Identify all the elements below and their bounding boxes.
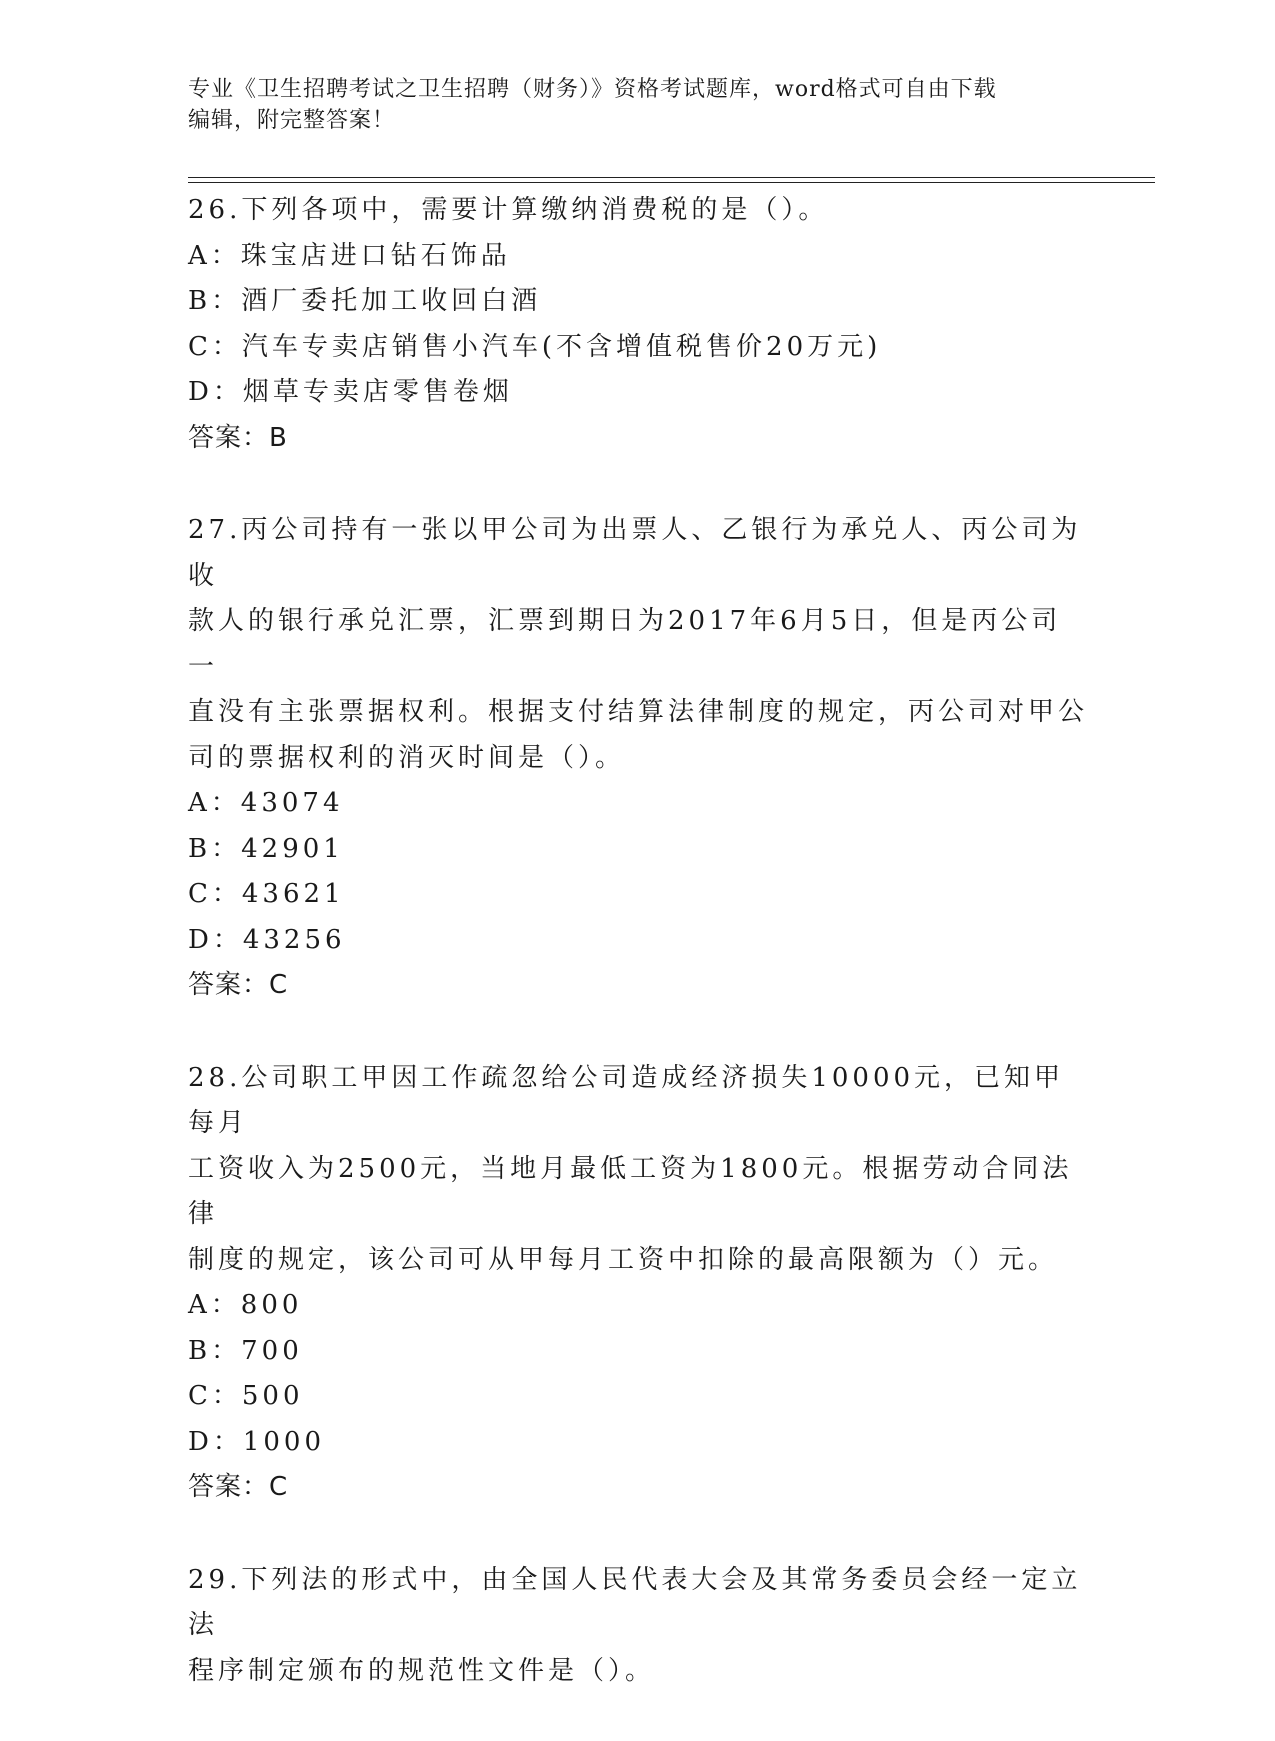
question-stem: 29.下列法的形式中，由全国人民代表大会及其常务委员会经一定立法 bbox=[188, 1564, 1082, 1640]
option-a: A：43074 bbox=[188, 788, 344, 818]
header-divider-top bbox=[188, 177, 1155, 178]
question-stem: 工资收入为2500元，当地月最低工资为1800元。根据劳动合同法律 bbox=[188, 1153, 1073, 1229]
question-27 bbox=[188, 508, 1088, 1009]
option-c: C：汽车专卖店销售小汽车(不含增值税售价20万元) bbox=[188, 331, 882, 362]
question-stem: 直没有主张票据权利。根据支付结算法律制度的规定，丙公司对甲公 bbox=[188, 697, 1089, 727]
question-29 bbox=[188, 1558, 1088, 1695]
question-stem: 28.公司职工甲因工作疏忽给公司造成经济损失10000元，已知甲每月 bbox=[188, 1062, 1065, 1138]
option-b: B：酒厂委托加工收回白酒 bbox=[188, 286, 542, 316]
question-list bbox=[188, 188, 1088, 1741]
question-28 bbox=[188, 1056, 1088, 1511]
question-stem: 司的票据权利的消灭时间是（）。 bbox=[188, 742, 626, 773]
option-a: A：珠宝店进口钻石饰品 bbox=[188, 240, 511, 271]
question-stem: 程序制定颁布的规范性文件是（）。 bbox=[188, 1655, 656, 1686]
option-d: D：1000 bbox=[188, 1426, 326, 1457]
answer-text: 答案：C bbox=[188, 970, 289, 1000]
option-c: C：43621 bbox=[188, 879, 345, 909]
document-header bbox=[188, 74, 1088, 136]
question-stem: 款人的银行承兑汇票，汇票到期日为2017年6月5日，但是丙公司一 bbox=[188, 606, 1062, 682]
option-b: B：42901 bbox=[188, 833, 344, 864]
option-d: D：43256 bbox=[188, 924, 346, 955]
question-stem: 26.下列各项中，需要计算缴纳消费税的是（）。 bbox=[188, 195, 829, 225]
question-stem: 27.丙公司持有一张以甲公司为出票人、乙银行为承兑人、丙公司为收 bbox=[188, 515, 1082, 591]
question-26 bbox=[188, 188, 1088, 461]
answer-text: 答案：B bbox=[188, 422, 288, 453]
option-c: C：500 bbox=[188, 1381, 304, 1411]
option-b: B：700 bbox=[188, 1335, 303, 1366]
header-line-1: 专业《卫生招聘考试之卫生招聘（财务）》资格考试题库，word格式可自由下载 bbox=[188, 77, 997, 102]
option-a: A：800 bbox=[188, 1290, 303, 1320]
option-d: D：烟草专卖店零售卷烟 bbox=[188, 377, 513, 407]
header-line-2: 编辑，附完整答案！ bbox=[188, 108, 396, 133]
question-stem: 制度的规定，该公司可从甲每月工资中扣除的最高限额为（）元。 bbox=[188, 1244, 1059, 1275]
answer-text: 答案：C bbox=[188, 1472, 289, 1502]
header-divider-bottom bbox=[188, 182, 1155, 183]
